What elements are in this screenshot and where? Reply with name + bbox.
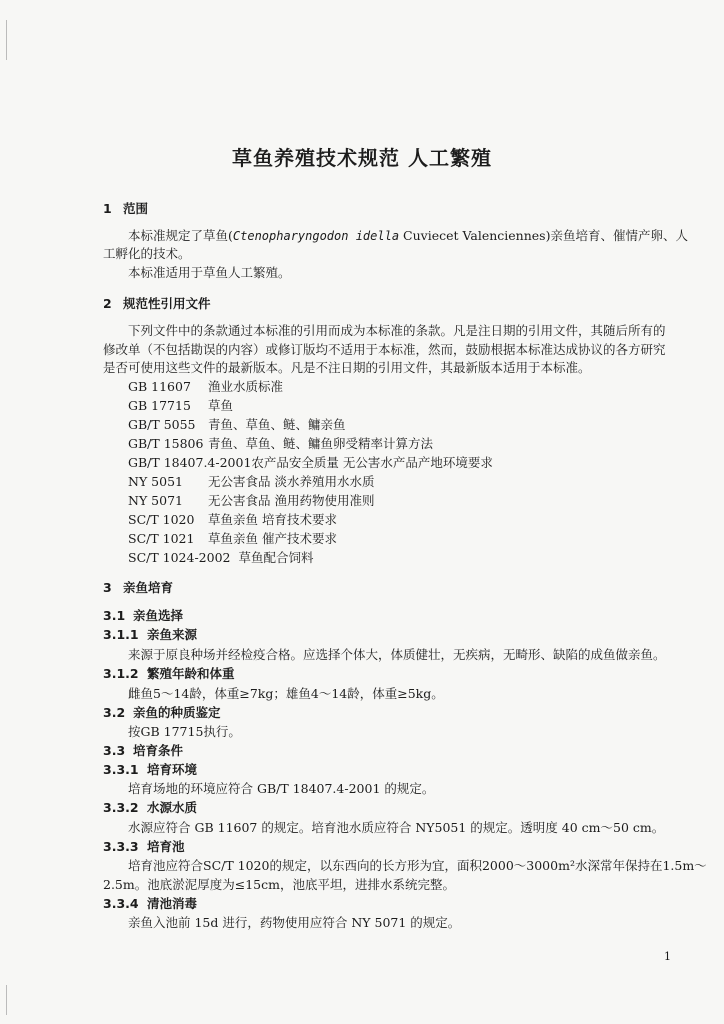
reference-item: SC/T 1021 草鱼亲鱼 催产技术要求 [128,531,337,546]
reference-item: GB/T 15806 青鱼、草鱼、鲢、鳙鱼卵受精率计算方法 [128,436,434,451]
page-number: 1 [664,950,671,963]
reference-item: GB 11607 渔业水质标准 [128,379,284,394]
paragraph: 按GB 17715执行。 [128,724,241,739]
paragraph: 本标准规定了草鱼(Ctenopharyngodon idella Cuviecet Valenciennes)亲鱼培育、催情产卵、人 [128,228,688,243]
reference-item: GB 17715 草鱼 [128,398,234,413]
section-3-3-2-heading: 3.3.2 水源水质 [103,800,198,815]
paragraph: 培育场地的环境应符合 GB/T 18407.4-2001 的规定。 [128,781,435,796]
paragraph: 雌鱼5～14龄，体重≥7kg；雄鱼4～14龄，体重≥5kg。 [128,686,444,701]
section-2-heading: 2 规范性引用文件 [103,296,211,311]
section-3-3-3-heading: 3.3.3 培育池 [103,839,185,854]
section-3-3-1-heading: 3.3.1 培育环境 [103,762,198,777]
section-3-2-heading: 3.2 亲鱼的种质鉴定 [103,705,221,720]
paragraph: 本标准适用于草鱼人工繁殖。 [128,265,291,280]
scan-edge-mark [6,985,7,1015]
section-3-3-4-heading: 3.3.4 清池消毒 [103,896,198,911]
paragraph: 培育池应符合SC/T 1020的规定，以东西向的长方形为宜，面积2000～3000m²水深常年保持在1.5m～ [128,858,707,873]
reference-item: GB/T 18407.4-2001农产品安全质量 无公害水产品产地环境要求 [128,455,493,470]
section-3-heading: 3 亲鱼培育 [103,580,174,595]
reference-item: NY 5051 无公害食品 淡水养殖用水水质 [128,474,375,489]
reference-item: GB/T 5055 青鱼、草鱼、鲢、鳙亲鱼 [128,417,346,432]
reference-item: SC/T 1020 草鱼亲鱼 培育技术要求 [128,512,337,527]
paragraph: 下列文件中的条款通过本标准的引用而成为本标准的条款。凡是注日期的引用文件，其随后所有的 [128,323,666,338]
section-3-1-heading: 3.1 亲鱼选择 [103,608,184,623]
section-3-1-2-heading: 3.1.2 繁殖年龄和体重 [103,666,235,681]
paragraph: 来源于原良种场并经检疫合格。应选择个体大，体质健壮，无疾病，无畸形、缺陷的成鱼做亲鱼。 [128,647,666,662]
paragraph: 是否可使用这些文件的最新版本。凡是不注日期的引用文件，其最新版本适用于本标准。 [103,360,591,375]
paragraph: 工孵化的技术。 [103,246,191,261]
reference-item: NY 5071 无公害食品 渔用药物使用准则 [128,493,375,508]
section-3-1-1-heading: 3.1.1 亲鱼来源 [103,627,198,642]
paragraph: 2.5m。池底淤泥厚度为≤15cm，池底平坦，进排水系统完整。 [103,877,455,892]
section-1-heading: 1 范围 [103,201,149,216]
scan-edge-mark [6,20,7,60]
paragraph: 修改单（不包括勘误的内容）或修订版均不适用于本标准，然而，鼓励根据本标准达成协议的各方研究 [103,342,666,357]
paragraph: 亲鱼入池前 15d 进行，药物使用应符合 NY 5071 的规定。 [128,915,461,930]
document-title: 草鱼养殖技术规范 人工繁殖 [232,146,492,170]
paragraph: 水源应符合 GB 11607 的规定。培育池水质应符合 NY5051 的规定。透明度 40 cm～50 cm。 [128,820,665,835]
section-3-3-heading: 3.3 培育条件 [103,743,184,758]
scientific-name: Ctenopharyngodon idella [232,229,400,243]
reference-item: SC/T 1024-2002 草鱼配合饲料 [128,550,314,565]
